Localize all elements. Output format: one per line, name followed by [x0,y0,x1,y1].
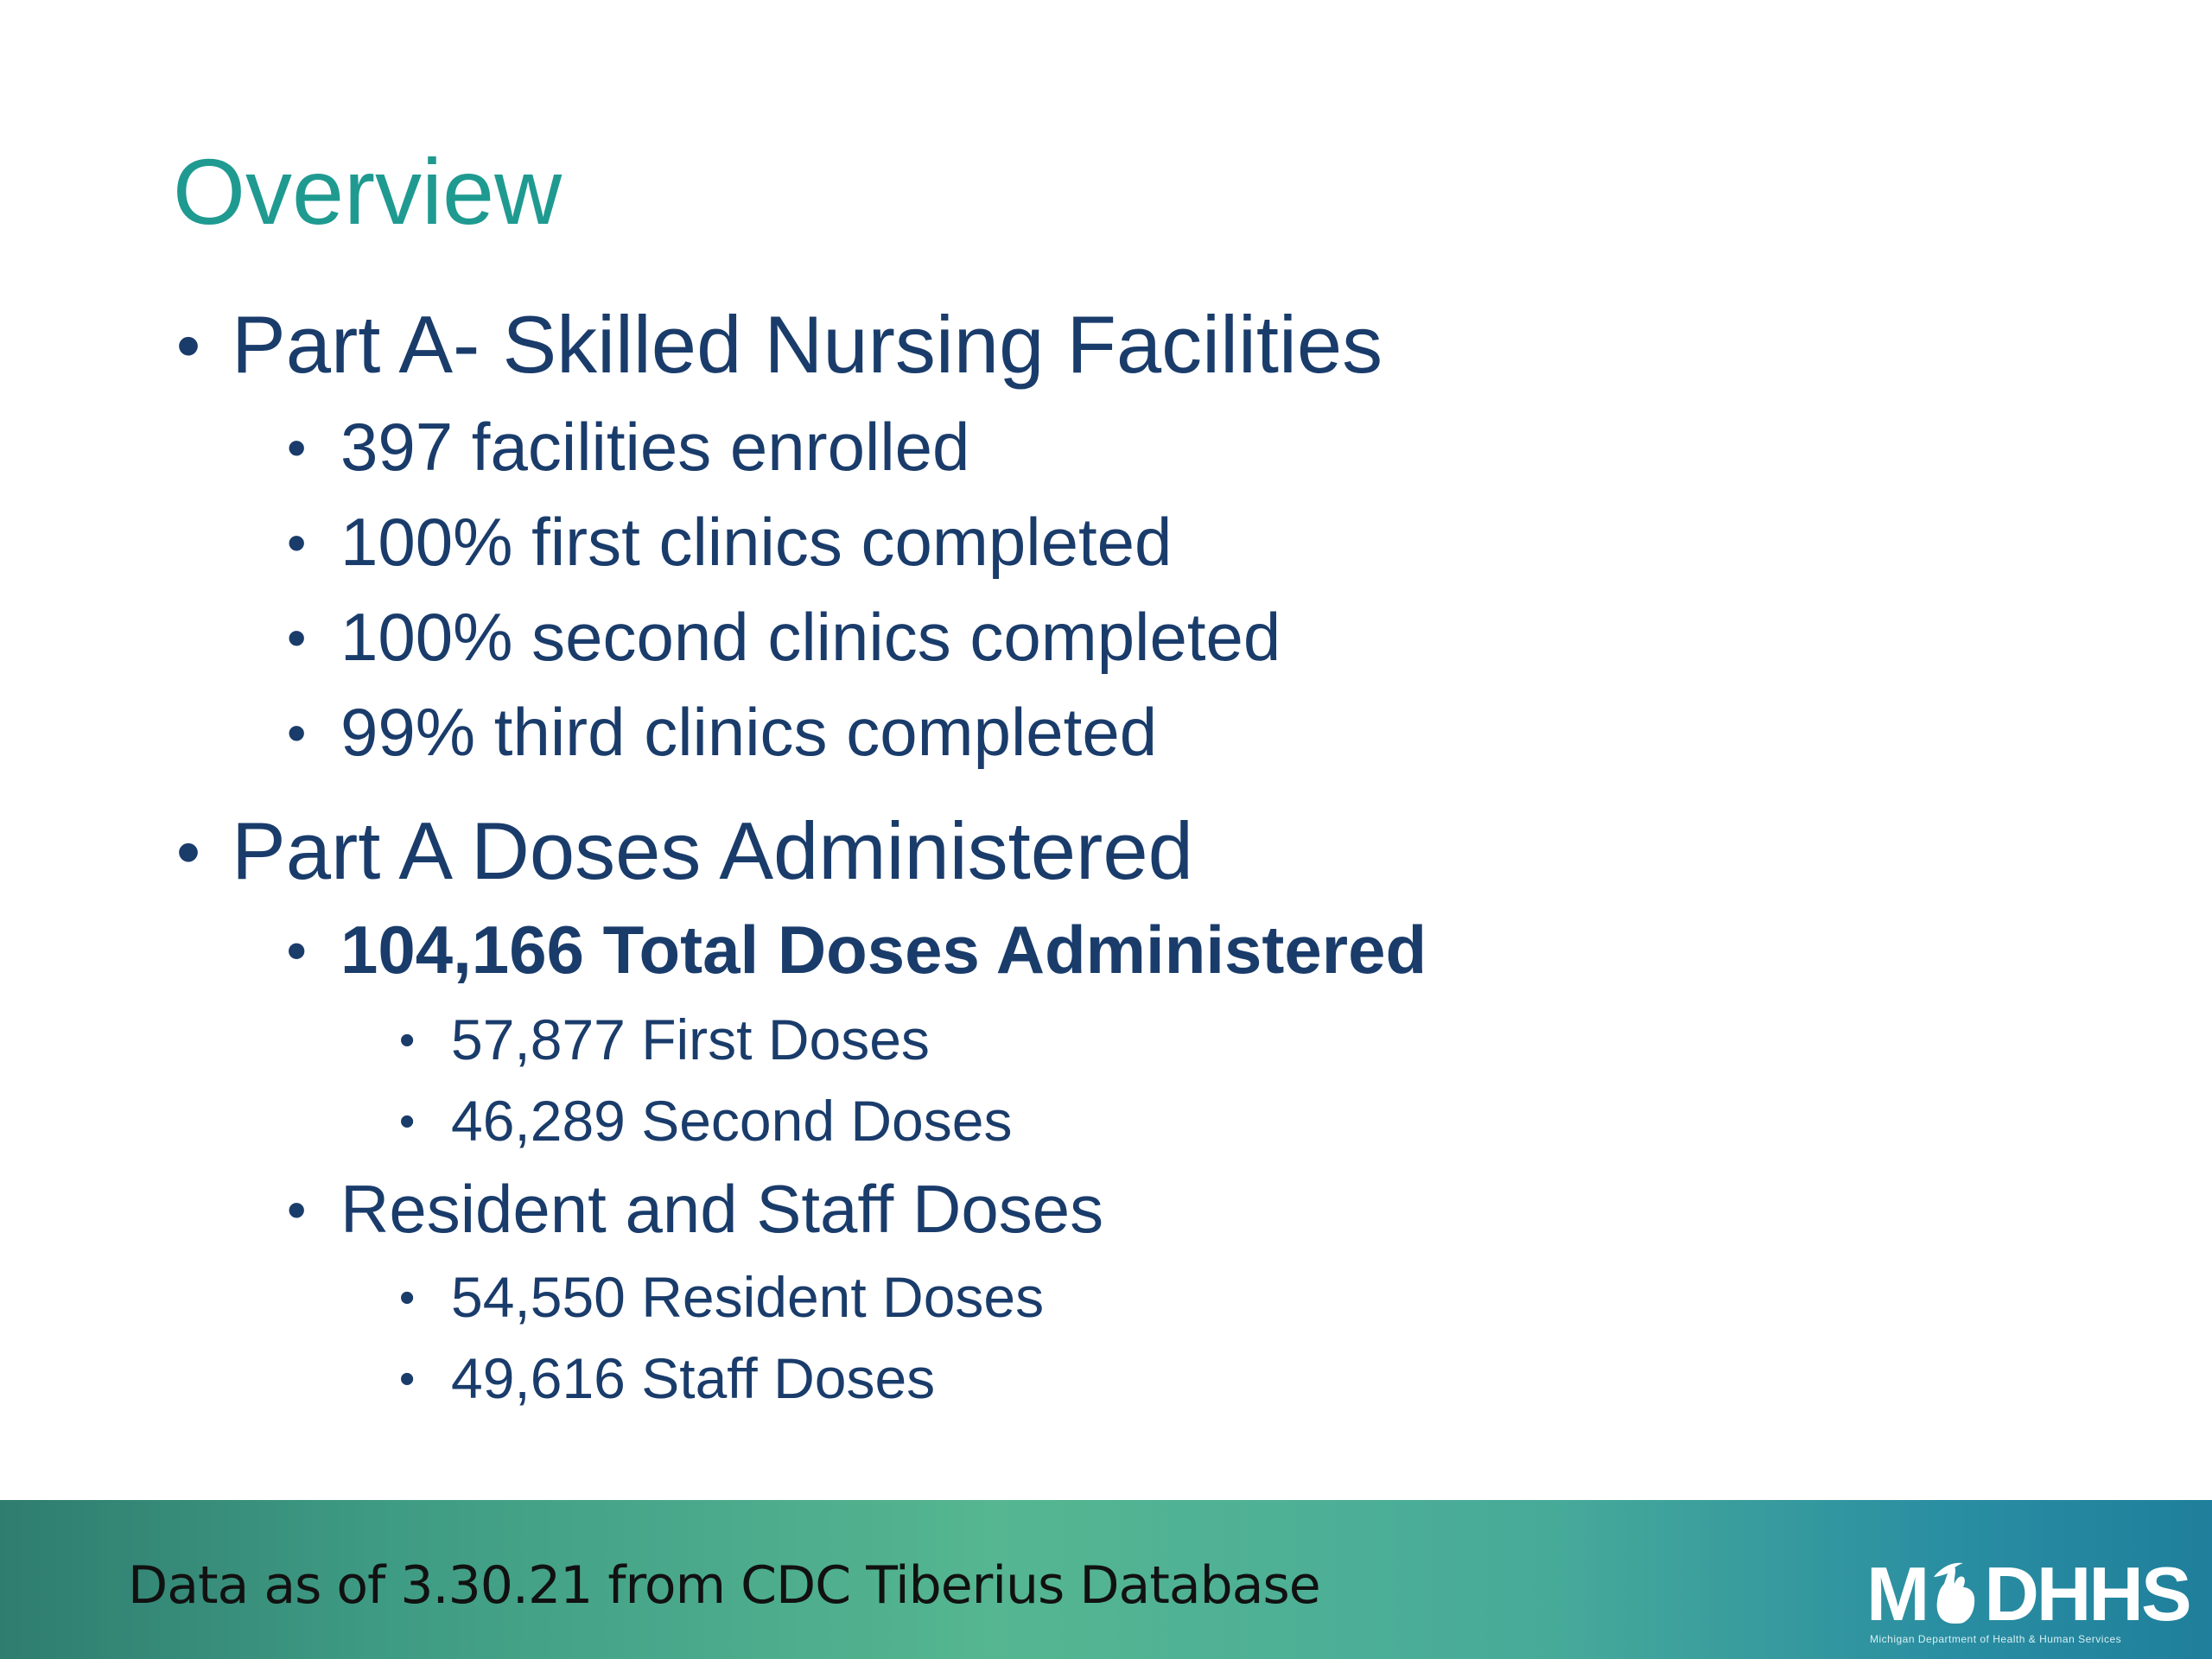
bullet-text: 100% first clinics completed [340,504,1173,580]
logo-letter-m: M [1866,1551,1928,1637]
bullet-dot: • [287,919,307,982]
bullet-resident-staff [287,1171,1104,1247]
bullet-text: Part A- Skilled Nursing Facilities [232,299,1383,390]
logo-wordmark [1866,1550,2190,1638]
logo-letters-dhhs: DHHS [1984,1551,2190,1637]
bullet-dot: • [287,416,307,479]
bullet-first-doses [399,1007,930,1071]
bullet-staff-doses [399,1346,936,1410]
data-source-note: Data as of 3.30.21 from CDC Tiberius Database [128,1555,1320,1616]
bullet-doses-administered [176,805,1193,896]
bullet-dot: • [176,307,201,384]
bullet-text: 46,289 Second Doses [451,1089,1013,1153]
bullet-dot: • [399,1354,416,1404]
mdhhs-logo [1866,1521,2190,1650]
bullet-dot: • [399,1015,416,1065]
bullet-text: 99% third clinics completed [340,694,1158,770]
bullet-total-doses [287,912,1427,988]
bullet-facilities [287,409,970,485]
bullet-resident-doses [399,1265,1045,1329]
bullet-third-clinics [287,694,1158,770]
bullet-dot: • [287,1179,307,1241]
slide-title: Overview [173,139,563,244]
bullet-text: 100% second clinics completed [340,599,1281,675]
bullet-dot: • [399,1273,416,1323]
bullet-first-clinics [287,504,1173,580]
bullet-second-clinics [287,599,1281,675]
michigan-mitten-icon [1929,1558,1982,1625]
bullet-second-doses [399,1089,1013,1153]
logo-subtitle: Michigan Department of Health & Human Services [1870,1633,2122,1645]
bullet-text: 57,877 First Doses [451,1007,930,1071]
bullet-text: 49,616 Staff Doses [451,1346,936,1410]
bullet-text: Part A Doses Administered [232,805,1193,896]
bullet-text: 54,550 Resident Doses [451,1265,1045,1329]
bullet-text: 397 facilities enrolled [340,409,970,485]
bullet-dot: • [399,1096,416,1147]
bullet-part-a [176,299,1383,390]
bullet-dot: • [287,512,307,574]
bullet-dot: • [176,813,201,890]
bullet-dot: • [287,702,307,764]
bullet-text: 104,166 Total Doses Administered [340,912,1427,988]
bullet-text: Resident and Staff Doses [340,1171,1104,1247]
bullet-dot: • [287,607,307,669]
